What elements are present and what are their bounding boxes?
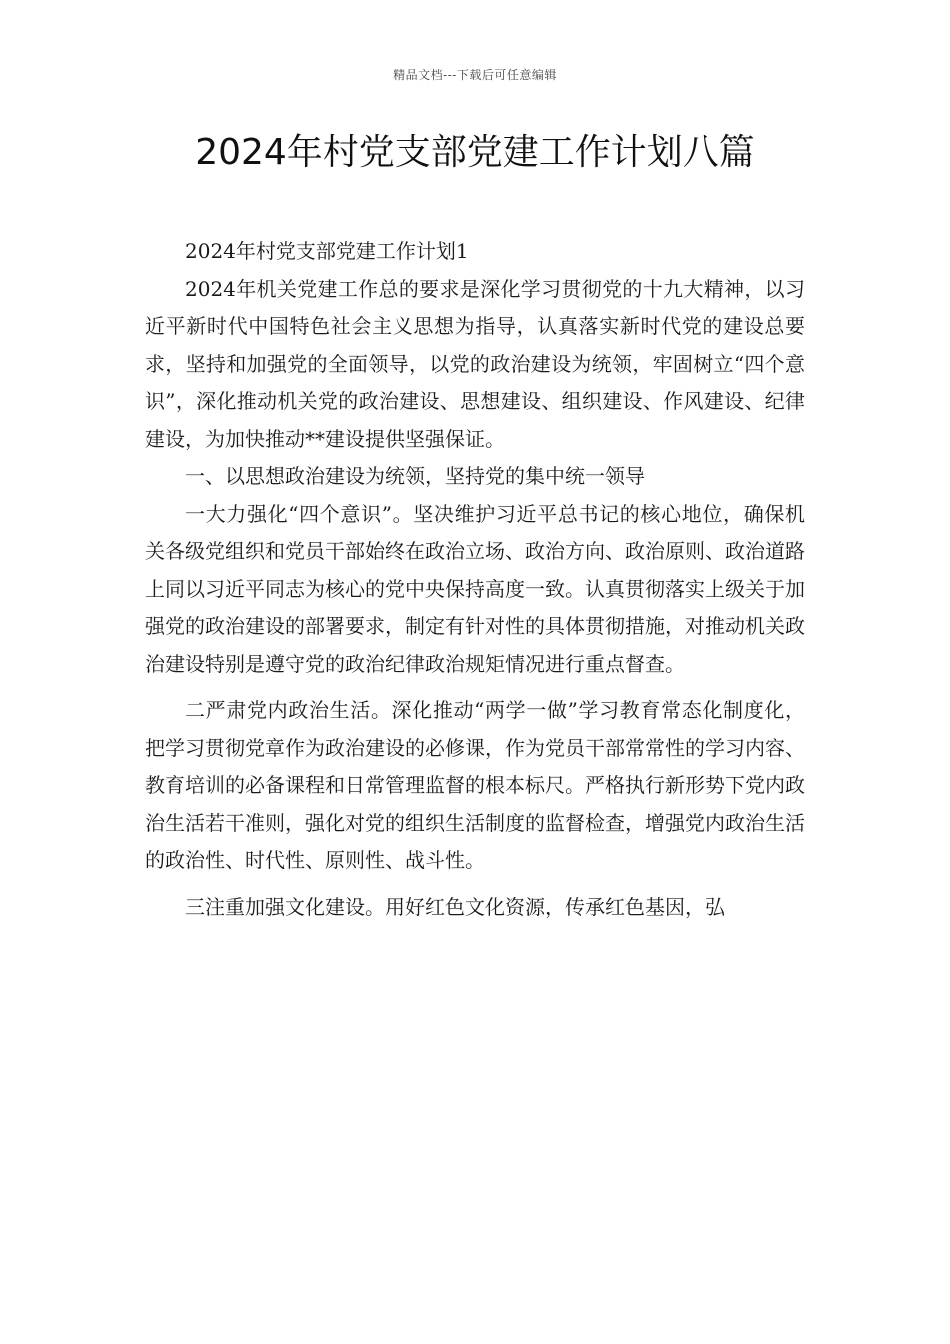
section-heading-plan-1: 2024年村党支部党建工作计划1 [185, 239, 469, 263]
paragraph-party-political-life: 二严肃党内政治生活。深化推动“两学一做”学习教育常态化制度化，把学习贯彻党章作为政治建设的必修课，作为党员干部常常性的学习内容、教育培训的必备课程和日常管理监督的根本标尺。严格执行新形势下党内政治生活若干准则，强化对党的组织生活制度的监督检查，增强党内政治生活的政治性、时代性、原则性、战斗性。 [145, 698, 805, 872]
document-title: 2024年村党支部党建工作计划八篇 [195, 132, 755, 173]
paragraph-overall-requirements: 2024年机关党建工作总的要求是深化学习贯彻党的十九大精神，以习近平新时代中国特色社会主义思想为指导，认真落实新时代党的建设总要求，坚持和加强党的全面领导，以党的政治建设为统领，牢固树立“四个意识”，深化推动机关党的政治建设、思想建设、组织建设、作风建设、纪律建设，为加快推动**建设提供坚强保证。 [145, 276, 805, 451]
document-body [145, 233, 805, 926]
page-header-note: 精品文档---下载后可任意编辑 [393, 68, 557, 82]
paragraph-culture-building: 三注重加强文化建设。用好红色文化资源，传承红色基因，弘 [185, 894, 725, 919]
paragraph-four-consciousness: 一大力强化“四个意识”。坚决维护习近平总书记的核心地位，确保机关各级党组织和党员干部始终在政治立场、政治方向、政治原则、政治道路上同以习近平同志为核心的党中央保持高度一致。认真贯彻落实上级关于加强党的政治建设的部署要求，制定有针对性的具体贯彻措施，对推动机关政治建设特别是遵守党的政治纪律政治规矩情况进行重点督查。 [145, 501, 805, 676]
section-heading-political-building: 一、以思想政治建设为统领，坚持党的集中统一领导 [185, 464, 645, 488]
